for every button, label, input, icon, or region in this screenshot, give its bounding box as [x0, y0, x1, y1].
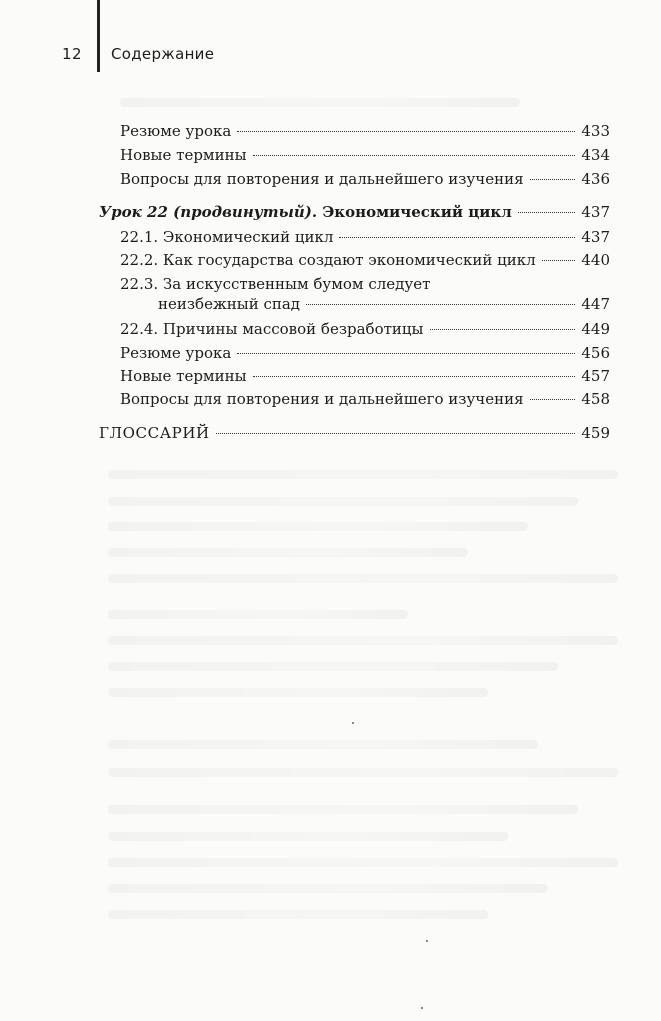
- toc-entry-page: 458: [581, 390, 610, 408]
- print-speck: [352, 722, 354, 724]
- toc-glossary[interactable]: [99, 423, 610, 443]
- bleed-through-line: [108, 574, 618, 583]
- toc-entry-title: Резюме урока: [120, 122, 232, 140]
- toc-entry-page: 440: [581, 251, 610, 269]
- toc-entry-summary[interactable]: [120, 343, 610, 363]
- toc-section-22-4[interactable]: [120, 319, 610, 339]
- toc-entry-title: 22.1. Экономический цикл: [120, 228, 334, 246]
- dot-leader: [237, 353, 575, 354]
- toc-entry-page: 457: [581, 367, 610, 385]
- toc-entry-title: Новые термины: [120, 367, 247, 385]
- dot-leader: [306, 304, 575, 305]
- bleed-through-line: [120, 98, 520, 107]
- dot-leader: [339, 237, 575, 238]
- print-speck: [426, 940, 428, 942]
- dot-leader: [253, 155, 576, 156]
- toc-entry-title: 22.4. Причины массовой безработицы: [120, 320, 424, 338]
- toc-section-22-1[interactable]: [120, 227, 610, 247]
- header-rule: [97, 0, 100, 72]
- toc-section-22-2[interactable]: [120, 250, 610, 270]
- toc-entry-page: 456: [581, 344, 610, 362]
- dot-leader: [430, 329, 576, 330]
- lesson-title-bold: Экономический цикл: [322, 203, 512, 221]
- dot-leader: [542, 260, 576, 261]
- toc-entry-title: Вопросы для повторения и дальнейшего изучения: [120, 390, 524, 408]
- bleed-through-line: [108, 470, 618, 479]
- toc-entry-title: Новые термины: [120, 146, 247, 164]
- toc-entry-page: 434: [581, 146, 610, 164]
- lesson-title-italic: Урок 22 (продвинутый).: [99, 203, 318, 221]
- bleed-through-line: [108, 768, 618, 777]
- bleed-through-line: [108, 832, 508, 841]
- bleed-through-line: [108, 884, 548, 893]
- toc-entry-title: Вопросы для повторения и дальнейшего изучения: [120, 170, 524, 188]
- lesson-title: [99, 202, 512, 222]
- bleed-through-line: [108, 548, 468, 557]
- toc-section-22-3[interactable]: [158, 294, 610, 314]
- toc-entry-questions[interactable]: [120, 169, 610, 189]
- running-title: Содержание: [111, 45, 215, 63]
- bleed-through-line: [108, 740, 538, 749]
- dot-leader: [253, 376, 576, 377]
- toc-section-22-3-line1[interactable]: 22.3. За искусственным бумом следует: [120, 275, 431, 293]
- bleed-through-line: [108, 636, 618, 645]
- toc-entry-page: 436: [581, 170, 610, 188]
- bleed-through-line: [108, 858, 618, 867]
- toc-entry-questions[interactable]: [120, 389, 610, 409]
- dot-leader: [237, 131, 575, 132]
- bleed-through-line: [108, 688, 488, 697]
- toc-entry-summary[interactable]: [120, 121, 610, 141]
- toc-entry-new-terms[interactable]: [120, 145, 610, 165]
- toc-entry-page: 459: [581, 424, 610, 442]
- toc-entry-page: 437: [581, 228, 610, 246]
- toc-entry-title: неизбежный спад: [158, 295, 301, 313]
- dot-leader: [518, 212, 576, 213]
- toc-entry-title: Резюме урока: [120, 344, 232, 362]
- dot-leader: [530, 399, 576, 400]
- toc-entry-page: 433: [581, 122, 610, 140]
- bleed-through-line: [108, 805, 578, 814]
- bleed-through-line: [108, 497, 578, 506]
- page-number: 12: [62, 45, 83, 63]
- toc-entry-title: ГЛОССАРИЙ: [99, 424, 210, 442]
- dot-leader: [530, 179, 576, 180]
- dot-leader: [216, 433, 576, 434]
- toc-entry-title: 22.2. Как государства создают экономический цикл: [120, 251, 536, 269]
- bleed-through-line: [108, 610, 408, 619]
- toc-entry-page: 437: [581, 203, 610, 221]
- toc-entry-page: 447: [581, 295, 610, 313]
- toc-lesson-heading[interactable]: [99, 202, 610, 222]
- bleed-through-line: [108, 910, 488, 919]
- print-speck: [421, 1007, 423, 1009]
- toc-entry-page: 449: [581, 320, 610, 338]
- bleed-through-line: [108, 522, 528, 531]
- bleed-through-line: [108, 662, 558, 671]
- toc-entry-new-terms[interactable]: [120, 366, 610, 386]
